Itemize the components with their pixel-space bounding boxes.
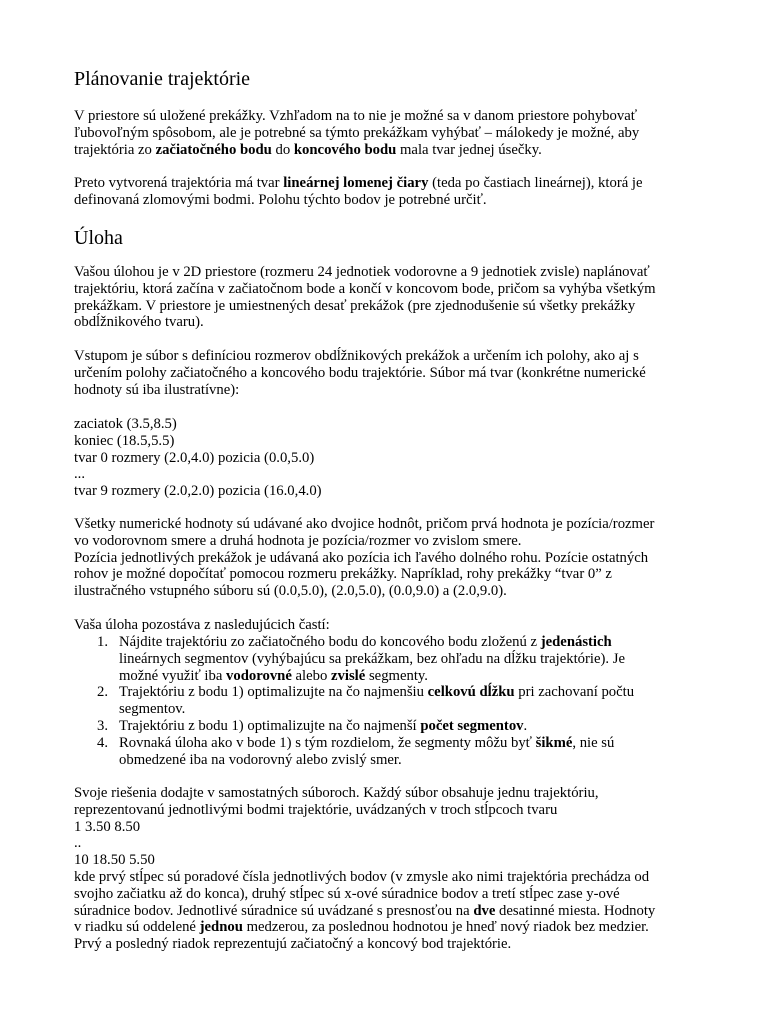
- task-paragraph-3: Všetky numerické hodnoty sú udávané ako dvojice hodnôt, pričom prvá hodnota je pozícia/rozmer vo vodorovnom smere a druhá hodnota je pozícia/rozmer vo zvislom smere. Pozícia jednotlivých prekážok je udávaná ako pozícia ich ľavého dolného rohu. Pozície ostatných rohov je možné dopočítať pomocou rozmeru prekážky. Napríklad, rohy prekážky “tvar 0” z ilustračného vstupného súboru sú (0.0,5.0), (2.0,5.0), (0.0,9.0) a (2.0,9.0).: [74, 516, 655, 600]
- task-paragraph-2: Vstupom je súbor s definíciou rozmerov obdĺžnikových prekážok a určením ich polohy, ako aj s určením polohy začiatočného a koncového bodu trajektórie. Súbor má tvar (konkrétne numerické hodnoty sú iba ilustratívne):: [74, 348, 646, 398]
- list-item: 1. Nájdite trajektóriu zo začiatočného bodu do koncového bodu zloženú z jedenástich lineárnych segmentov (vyhýbajúcu sa prekážkam, bez ohľadu na dĺžku trajektórie). Je možné využiť iba vodorovné alebo zvislé segmenty.: [97, 634, 625, 684]
- intro-paragraph-2: Preto vytvorená trajektória má tvar lineárnej lomenej čiary (teda po častiach lineárnej), ktorá je definovaná zlomovými bodmi. Polohu týchto bodov je potrebné určiť.: [74, 175, 643, 208]
- output-example-ellipsis: ..: [74, 835, 82, 852]
- section-title-task: Úloha: [74, 227, 123, 249]
- input-file-example: zaciatok (3.5,8.5) koniec (18.5,5.5) tvar 0 rozmery (2.0,4.0) pozicia (0.0,5.0) ... tvar 9 rozmery (2.0,2.0) pozicia (16.0,4.0): [74, 416, 322, 500]
- end-point-term: koncového bodu: [293, 141, 397, 158]
- page-title: Plánovanie trajektórie: [74, 68, 251, 90]
- list-item: 3. Trajektóriu z bodu 1) optimalizujte na čo najmenší počet segmentov.: [97, 717, 528, 734]
- polyline-term: lineárnej lomenej čiary: [283, 175, 429, 191]
- intro-paragraph-1: V priestore sú uložené prekážky. Vzhľadom na to nie je možné sa v danom priestore pohybovať ľubovoľným spôsobom, ale je potrebné sa týmto prekážkam vyhýbať – málokedy je možné, aby trajektória zo začiatočného bodu do koncového bodu mala tvar jednej úsečky.: [74, 108, 640, 158]
- task-list: [74, 634, 696, 768]
- task-paragraph-4: Vaša úloha pozostáva z nasledujúcich častí:: [74, 617, 330, 633]
- list-item: 4. Rovnaká úloha ako v bode 1) s tým rozdielom, že segmenty môžu byť šikmé, nie sú obmedzené iba na vodorovný alebo zvislý smer.: [97, 734, 615, 768]
- task-paragraph-5: Svoje riešenia dodajte v samostatných súboroch. Každý súbor obsahuje jednu trajektóriu, reprezentovanú jednotlivými bodmi trajektórie, uvádzaných v troch stĺpcoch tvaru 1 3.50 8.50 .. 10 18.50 5.50 kde prvý stĺpec sú poradové čísla jednotlivých bodov (v zmysle ako nimi trajektória prechádza od svojho začiatku až do konca), druhý stĺpec sú x-ové súradnice bodov a tretí stĺpec zase y-ové súradnice bodov. Jednotlivé súradnice sú uvádzané s presnosťou na dve desatinné miesta. Hodnoty v riadku sú oddelené jednou medzerou, za poslednou hodnotou je hneď nový riadok bez medzier. Prvý a posledný riadok reprezentujú začiatočný a koncový bod trajektórie.: [74, 785, 696, 953]
- task-paragraph-1: Vašou úlohou je v 2D priestore (rozmeru 24 jednotiek vodorovne a 9 jednotiek zvisle) naplánovať trajektóriu, ktorá začína v začiatočnom bode a končí v koncovom bode, pričom sa vyhýba všetkým prekážkam. V priestore je umiestnených desať prekážok (pre zjednodušenie sú všetky prekážky obdĺžnikového tvaru).: [74, 264, 656, 331]
- output-example-last: 10 18.50 5.50: [74, 852, 155, 869]
- start-point-term: začiatočného bodu: [155, 141, 272, 158]
- output-example-first: 1 3.50 8.50: [74, 818, 141, 835]
- list-item: 2. Trajektóriu z bodu 1) optimalizujte na čo najmenšiu celkovú dĺžku pri zachovaní počtu segmentov.: [97, 684, 635, 718]
